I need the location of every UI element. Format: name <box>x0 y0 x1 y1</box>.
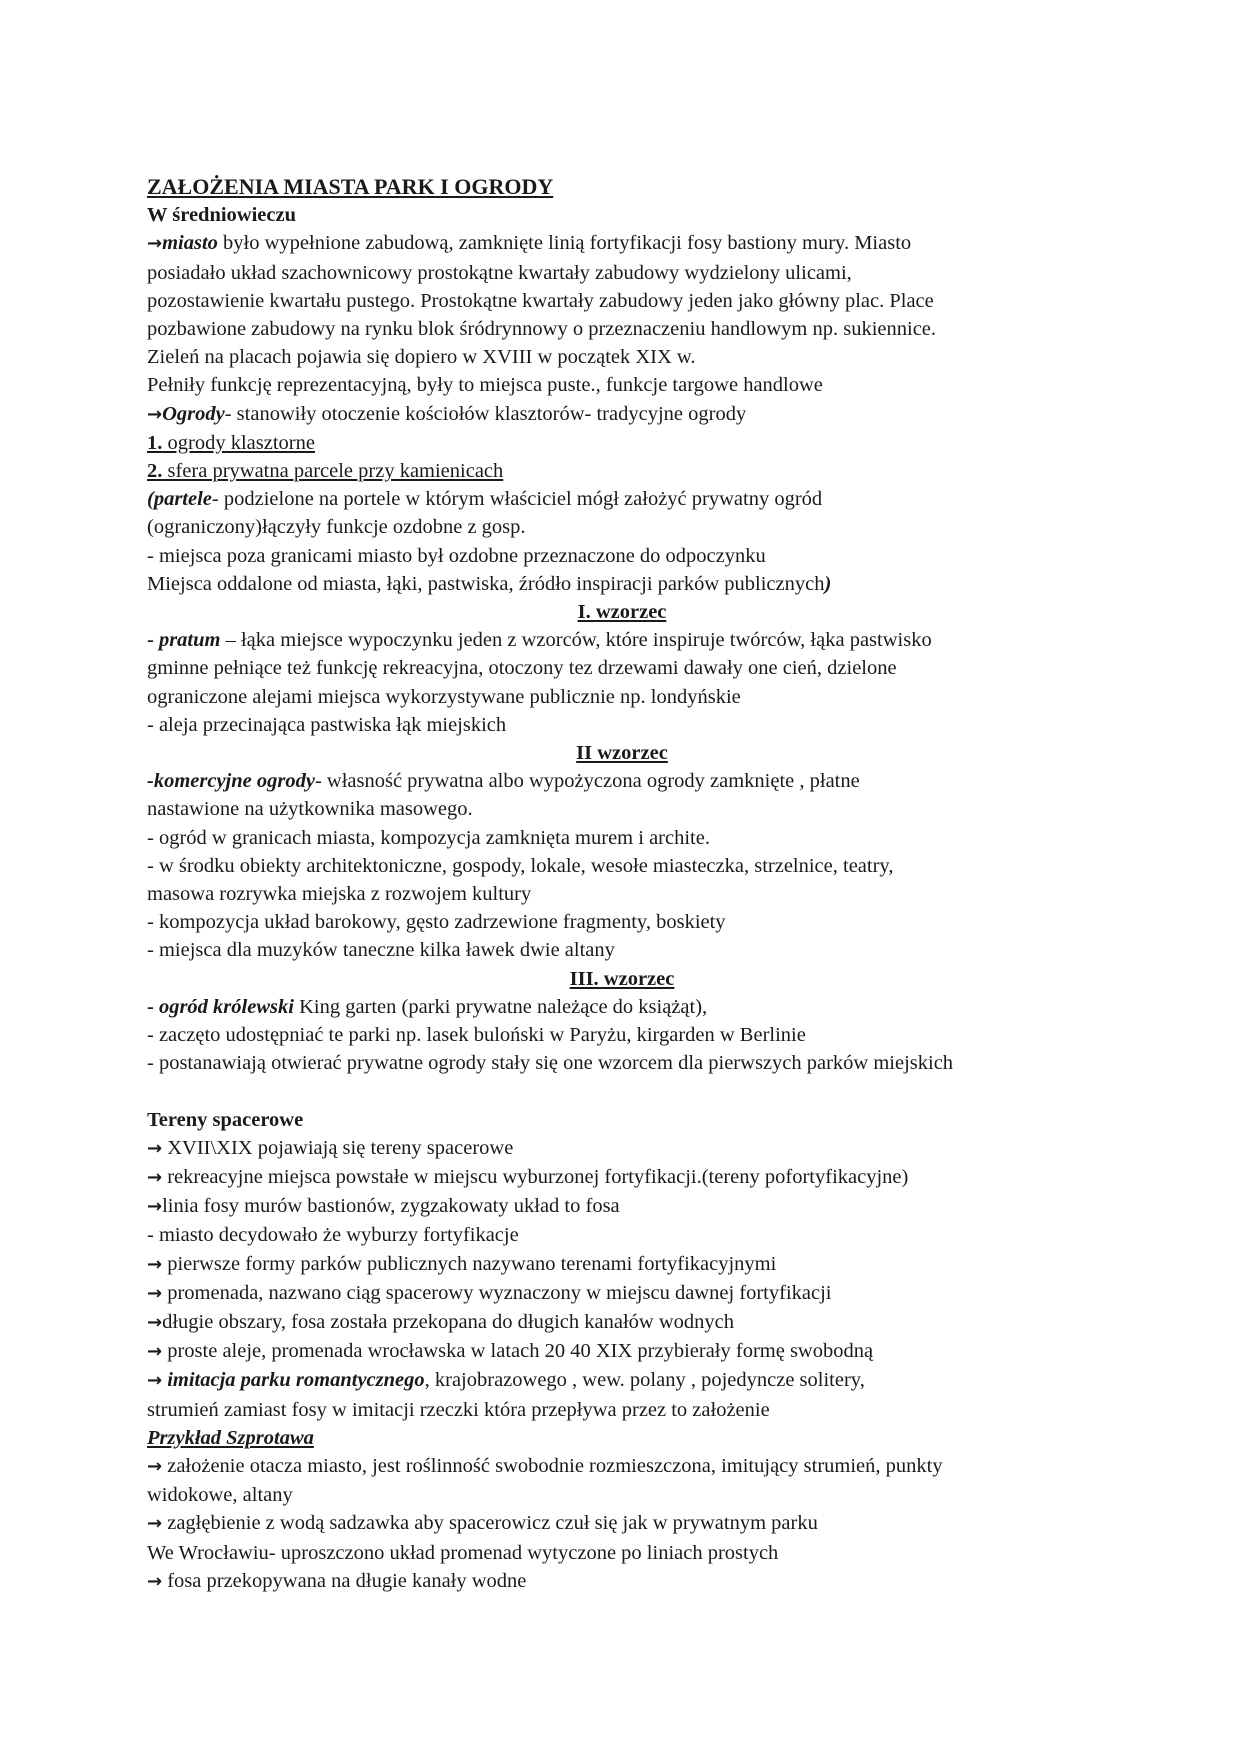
arrow-right-icon: → <box>147 1341 163 1363</box>
term-komercyjne-ogrody: -komercyjne ogrody <box>147 770 315 793</box>
section-subtitle: W średniowieczu <box>147 204 297 227</box>
paragraph-line: → XVII\XIX pojawiają się tereny spacerowe <box>147 1136 514 1159</box>
paragraph-line: →miasto było wypełnione zabudową, zamknięte linią fortyfikacji fosy bastiony mury. Miasto <box>147 232 912 255</box>
page-title: ZAŁOŻENIA MIASTA PARK I OGRODY <box>147 174 554 199</box>
paragraph-line: → założenie otacza miasto, jest roślinność swobodnie rozmieszczona, imitujący strumień, punkty <box>147 1454 943 1477</box>
paragraph-line: (ograniczony)łączyły funkcje ozdobne z gosp. <box>147 516 526 539</box>
paragraph-line: - miasto decydowało że wyburzy fortyfikacje <box>147 1224 519 1247</box>
paragraph-line: gminne pełniące też funkcję rekreacyjna, otoczony tez drzewami dawały one cień, dzielone <box>147 657 897 680</box>
paragraph-line: (partele- podzielone na portele w którym właściciel mógł założyć prywatny ogród <box>147 488 823 511</box>
paragraph-line: - zaczęto udostępniać te parki np. lasek buloński w Paryżu, kirgarden w Berlinie <box>147 1024 806 1047</box>
paragraph-line: → proste aleje, promenada wrocławska w latach 20 40 XIX przybierały formę swobodną <box>147 1340 874 1363</box>
paragraph-line: pozbawione zabudowy na rynku blok śródrynnowy o przeznaczeniu handlowym np. sukiennice. <box>147 318 937 341</box>
paragraph-line: Pełniły funkcję reprezentacyjną, były to miejsca puste., funkcje targowe handlowe <box>147 374 823 397</box>
arrow-right-icon: → <box>147 233 163 255</box>
paragraph-line: widokowe, altany <box>147 1484 293 1507</box>
arrow-right-icon: → <box>147 1137 163 1159</box>
paragraph-line: ograniczone alejami miejsca wykorzystywane publicznie np. londyńskie <box>147 685 741 708</box>
paragraph-line: → promenada, nazwano ciąg spacerowy wyznaczony w miejscu dawnej fortyfikacji <box>147 1281 832 1304</box>
section-heading: I. wzorzec <box>577 601 667 624</box>
paragraph-line: →linia fosy murów bastionów, zygzakowaty układ to fosa <box>147 1195 620 1218</box>
arrow-right-icon: → <box>147 1513 163 1535</box>
paragraph-line: We Wrocławiu- uproszczono układ promenad wytyczone po liniach prostych <box>147 1541 779 1564</box>
paragraph-line: - kompozycja układ barokowy, gęsto zadrzewione fragmenty, boskiety <box>147 911 726 934</box>
arrow-right-icon: → <box>147 1455 163 1477</box>
paragraph-line: pozostawienie kwartału pustego. Prostokątne kwartały zabudowy jeden jako główny plac. Place <box>147 289 934 312</box>
paragraph-line: nastawione na użytkownika masowego. <box>147 798 473 821</box>
paragraph-line: - ogród w granicach miasta, kompozycja zamknięta murem i archite. <box>147 826 710 849</box>
paragraph-line: → imitacja parku romantycznego, krajobrazowego , wew. polany , pojedyncze solitery, <box>147 1369 865 1392</box>
arrow-right-icon: → <box>147 1570 163 1592</box>
section-heading: Tereny spacerowe <box>147 1108 304 1131</box>
arrow-right-icon: → <box>147 1282 163 1304</box>
arrow-right-icon: → <box>147 1253 163 1275</box>
paragraph-line: → zagłębienie z wodą sadzawka aby spacerowicz czuł się jak w prywatnym parku <box>147 1512 818 1535</box>
arrow-right-icon: → <box>147 1196 163 1218</box>
paragraph-line: → rekreacyjne miejsca powstałe w miejscu wyburzonej fortyfikacji.(tereny pofortyfikacyjne) <box>147 1165 909 1188</box>
arrow-right-icon: → <box>147 1370 163 1392</box>
term-miasto: miasto <box>162 232 218 255</box>
paragraph-line: posiadało układ szachownicowy prostokątne kwartały zabudowy wydzielony ulicami, <box>147 261 852 284</box>
paragraph-line: - pratum – łąka miejsce wypoczynku jeden z wzorców, które inspiruje twórców, łąka pastwisko <box>147 629 932 652</box>
paragraph-line: - miejsca poza granicami miasto był ozdobne przeznaczone do odpoczynku <box>147 544 766 567</box>
document-page <box>147 173 1097 1596</box>
arrow-right-icon: → <box>147 403 163 425</box>
paragraph-line: Miejsca oddalone od miasta, łąki, pastwiska, źródło inspiracji parków publicznych) <box>147 572 832 595</box>
blank-line <box>147 1078 1097 1106</box>
term-ogrod-krolewski: ogród królewski <box>158 995 294 1018</box>
paragraph-line: - ogród królewski King garten (parki prywatne należące do książąt), <box>147 995 708 1018</box>
arrow-right-icon: → <box>147 1166 163 1188</box>
paragraph-line: →długie obszary, fosa została przekopana do długich kanałów wodnych <box>147 1310 735 1333</box>
paragraph-line: - w środku obiekty architektoniczne, gospody, lokale, wesołe miasteczka, strzelnice, teatry, <box>147 854 894 877</box>
paragraph-line: →Ogrody- stanowiły otoczenie kościołów klasztorów- tradycyjne ogrody <box>147 402 747 425</box>
section-heading: III. wzorzec <box>569 967 675 990</box>
paragraph-line: - miejsca dla muzyków taneczne kilka ławek dwie altany <box>147 939 615 962</box>
paragraph-line: -komercyjne ogrody- własność prywatna albo wypożyczona ogrody zamknięte , płatne <box>147 770 860 793</box>
paragraph-line: masowa rozrywka miejska z rozwojem kultury <box>147 883 532 906</box>
example-heading: Przykład Szprotawa <box>147 1426 314 1449</box>
section-heading: II wzorzec <box>576 742 668 765</box>
paragraph-line: - postanawiają otwierać prywatne ogrody stały się one wzorcem dla pierwszych parków miejskich <box>147 1052 954 1075</box>
paragraph-line: → fosa przekopywana na długie kanały wodne <box>147 1569 527 1592</box>
paragraph-line: - aleja przecinająca pastwiska łąk miejskich <box>147 713 507 736</box>
arrow-right-icon: → <box>147 1311 163 1333</box>
paragraph-line: Zieleń na placach pojawia się dopiero w XVIII w początek XIX w. <box>147 346 696 369</box>
term-partele: (partele <box>147 488 212 511</box>
term-imitacja: imitacja parku romantycznego <box>162 1369 425 1392</box>
list-item: 1. ogrody klasztorne <box>147 431 315 454</box>
list-item: 2. sfera prywatna parcele przy kamienicach <box>147 460 504 483</box>
term-ogrody: Ogrody <box>162 402 225 425</box>
paragraph-line: → pierwsze formy parków publicznych nazywano terenami fortyfikacyjnymi <box>147 1252 777 1275</box>
paragraph-line: strumień zamiast fosy w imitacji rzeczki która przepływa przez to założenie <box>147 1398 770 1421</box>
term-pratum: pratum <box>158 629 221 652</box>
